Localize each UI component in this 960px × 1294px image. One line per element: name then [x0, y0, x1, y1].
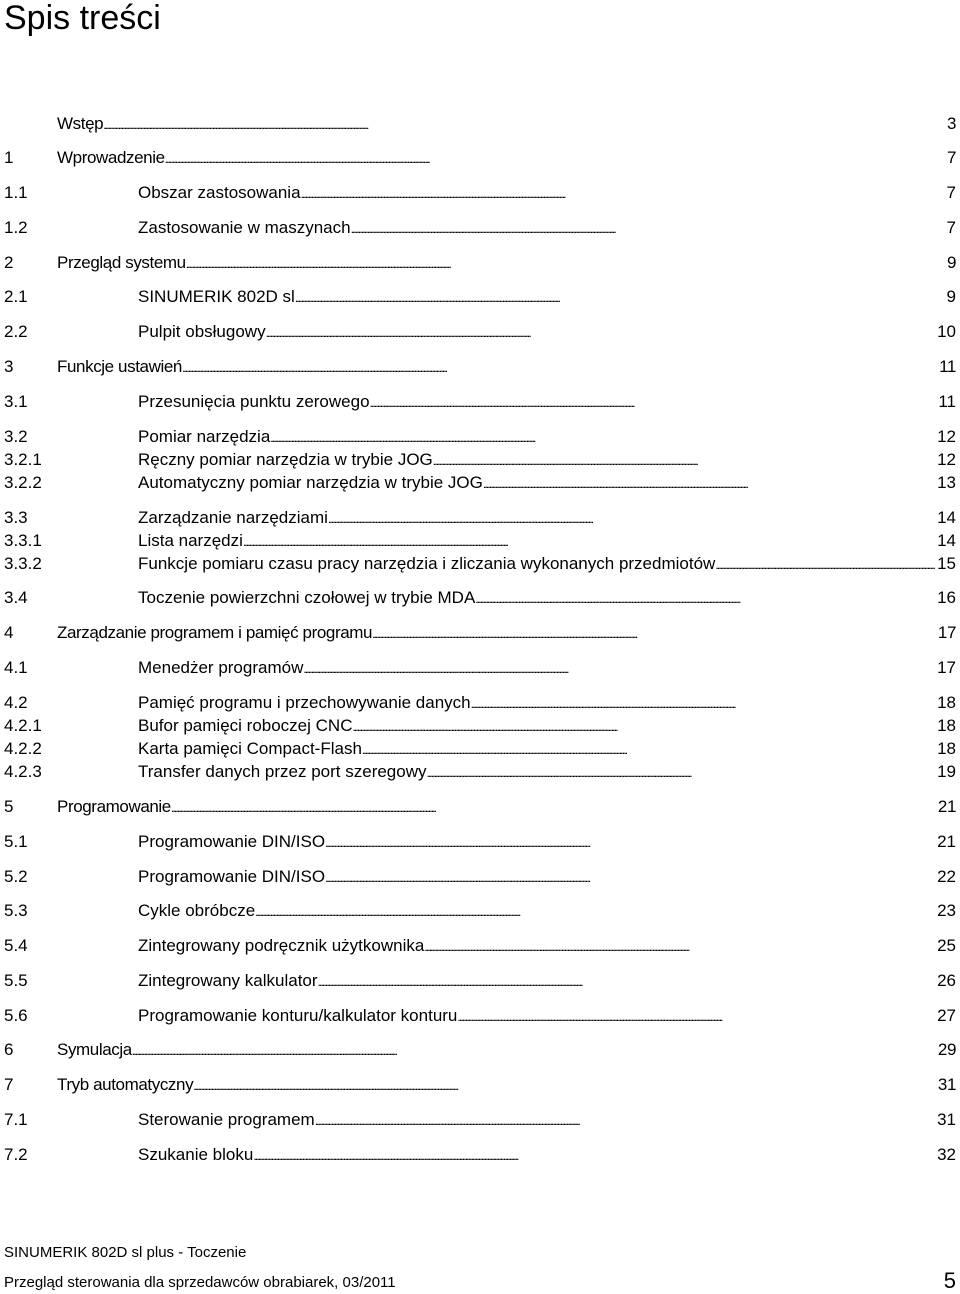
- footer-subtitle: Przegląd sterowania dla sprzedawców obrabiarek, 03/2011: [4, 1274, 396, 1291]
- toc-entry-title: Wstęp: [57, 114, 104, 133]
- toc-entry-leader: [138, 284, 956, 311]
- toc-entry-page: 18: [937, 693, 956, 712]
- toc-entry[interactable]: [0, 145, 960, 171]
- toc-entry-page: 26: [937, 971, 956, 990]
- toc-entry-title: Transfer danych przez port szeregowy: [138, 762, 427, 781]
- toc-entry-title: Sterowanie programem: [138, 1110, 315, 1129]
- toc-entry[interactable]: [0, 551, 960, 577]
- dot-leader: [301, 180, 945, 207]
- toc-entry-leader: [57, 354, 956, 381]
- toc-entry[interactable]: [0, 1142, 960, 1168]
- toc-entry-leader: [138, 389, 956, 416]
- dot-leader: [483, 470, 935, 497]
- toc-entry-title: Menedżer programów: [138, 658, 304, 677]
- toc-entry[interactable]: [0, 250, 960, 276]
- toc-entry-title: Pomiar narzędzia: [138, 427, 271, 446]
- toc-entry-number: 4.2.1: [4, 716, 42, 735]
- toc-entry-number: 3.4: [4, 588, 28, 607]
- toc-entry-number: 4.1: [4, 658, 28, 677]
- toc-entry-title: Programowanie DIN/ISO: [138, 867, 326, 886]
- toc-entry[interactable]: [0, 829, 960, 855]
- toc-entry-leader: [138, 898, 956, 925]
- dot-leader: [266, 319, 936, 346]
- toc-entry[interactable]: [0, 1003, 960, 1029]
- toc-entry-leader: [57, 620, 956, 647]
- toc-entry-page: 31: [937, 1110, 956, 1129]
- toc-entry-number: 3.3.2: [4, 554, 42, 573]
- toc-entry-page: 19: [937, 762, 956, 781]
- dot-leader: [372, 620, 936, 647]
- toc-entry-page: 32: [937, 1145, 956, 1164]
- dot-leader: [318, 968, 936, 995]
- toc-entry-title: Zarządzanie narzędziami: [138, 508, 328, 527]
- footer-product: SINUMERIK 802D sl plus - Toczenie: [4, 1244, 247, 1261]
- toc-entry-leader: [138, 585, 956, 612]
- dot-leader: [715, 551, 935, 578]
- toc-entry-page: 21: [937, 832, 956, 851]
- toc-entry-leader: [138, 968, 956, 995]
- toc-entry-number: 2: [4, 253, 14, 272]
- toc-entry-title: Cykle obróbcze: [138, 901, 256, 920]
- toc-entry-page: 29: [937, 1040, 956, 1059]
- toc-entry-title: Wprowadzenie: [57, 148, 165, 167]
- toc-entry-page: 12: [937, 427, 956, 446]
- toc-entry-title: Zarządzanie programem i pamięć programu: [57, 623, 373, 642]
- toc-entry-title: Ręczny pomiar narzędzia w trybie JOG: [138, 450, 433, 469]
- toc-entry-title: Funkcje ustawień: [57, 357, 182, 376]
- toc-entry-page: 7: [946, 148, 956, 167]
- toc-entry-leader: [138, 655, 956, 682]
- toc-entry-page: 14: [937, 531, 956, 550]
- toc-entry-page: 13: [937, 473, 956, 492]
- dot-leader: [424, 933, 935, 960]
- toc-entry[interactable]: [0, 470, 960, 496]
- toc-entry-leader: [138, 759, 956, 786]
- toc-entry[interactable]: [0, 655, 960, 681]
- toc-entry[interactable]: [0, 759, 960, 785]
- toc-entry-title: Zintegrowany kalkulator: [138, 971, 318, 990]
- toc-entry-number: 7: [4, 1075, 14, 1094]
- toc-entry-leader: [57, 1037, 956, 1064]
- dot-leader: [325, 864, 935, 891]
- toc-entry-leader: [138, 864, 956, 891]
- toc-entry-leader: [57, 1072, 956, 1099]
- dot-leader: [193, 1072, 936, 1099]
- toc-entry-title: Toczenie powierzchni czołowej w trybie MDA: [138, 588, 476, 607]
- toc-entry-page: 25: [937, 936, 956, 955]
- toc-entry-page: 17: [937, 658, 956, 677]
- toc-entry-page: 3: [946, 114, 956, 133]
- toc-entry-number: 2.2: [4, 322, 28, 341]
- toc-entry-number: 4.2.3: [4, 762, 42, 781]
- toc-entry-page: 17: [937, 623, 956, 642]
- toc-entry-number: 5.3: [4, 901, 28, 920]
- toc-entry-page: 14: [937, 508, 956, 527]
- toc-entry-number: 4: [4, 623, 14, 642]
- toc-entry-leader: [138, 1003, 956, 1030]
- dot-leader: [427, 759, 936, 786]
- toc-entry-title: Programowanie DIN/ISO: [138, 832, 326, 851]
- dot-leader: [255, 898, 935, 925]
- toc-entry-page: 7: [946, 183, 956, 202]
- toc-entry-title: Zastosowanie w maszynach: [138, 218, 351, 237]
- toc-entry[interactable]: [0, 1107, 960, 1133]
- toc-entry-number: 2.1: [4, 287, 28, 306]
- toc-entry-leader: [138, 319, 956, 346]
- toc-entry-leader: [57, 111, 956, 138]
- toc-entry[interactable]: [0, 389, 960, 415]
- toc-entry[interactable]: [0, 1072, 960, 1098]
- toc-entry-leader: [138, 215, 956, 242]
- toc-entry-title: Zintegrowany podręcznik użytkownika: [138, 936, 425, 955]
- footer-page-number: 5: [943, 1268, 956, 1293]
- toc-entry-page: 18: [937, 739, 956, 758]
- toc-entry-number: 1: [4, 148, 14, 167]
- toc-entry-number: 3.2: [4, 427, 28, 446]
- toc-entry-number: 3: [4, 357, 14, 376]
- toc-entry-page: 12: [937, 450, 956, 469]
- toc-entry-number: 3.1: [4, 392, 28, 411]
- toc-entry-page: 23: [937, 901, 956, 920]
- toc-entry-page: 27: [937, 1006, 956, 1025]
- toc-entry[interactable]: [0, 933, 960, 959]
- dot-leader: [325, 829, 935, 856]
- toc-entry-title: Automatyczny pomiar narzędzia w trybie JOG: [138, 473, 483, 492]
- toc-entry[interactable]: [0, 215, 960, 241]
- dot-leader: [295, 284, 945, 311]
- toc-entry-page: 9: [946, 287, 956, 306]
- toc-entry-page: 10: [937, 322, 956, 341]
- toc-entry-number: 4.2.2: [4, 739, 42, 758]
- toc-entry-title: Lista narzędzi: [138, 531, 243, 550]
- toc-entry-leader: [138, 180, 956, 207]
- toc-entry-number: 4.2: [4, 693, 28, 712]
- toc-entry-leader: [57, 794, 956, 821]
- toc-entry-leader: [138, 1142, 956, 1169]
- toc-entry[interactable]: [0, 898, 960, 924]
- toc-entry-number: 6: [4, 1040, 14, 1059]
- toc-entry-number: 1.2: [4, 218, 28, 237]
- toc-entry-number: 3.2.1: [4, 450, 42, 469]
- toc-entry-title: Funkcje pomiaru czasu pracy narzędzia i zliczania wykonanych przedmiotów: [138, 554, 716, 573]
- toc-entry[interactable]: [0, 1037, 960, 1063]
- toc-entry-number: 7.1: [4, 1110, 28, 1129]
- toc-entry-page: 22: [937, 867, 956, 886]
- toc-entry-page: 11: [939, 357, 956, 376]
- dot-leader: [351, 215, 945, 242]
- toc-entry-leader: [138, 829, 956, 856]
- page-title: Spis treści: [4, 0, 161, 37]
- dot-leader: [186, 250, 945, 277]
- toc-entry[interactable]: [0, 968, 960, 994]
- dot-leader: [475, 585, 935, 612]
- toc-entry-number: 5.2: [4, 867, 28, 886]
- toc-entry-title: Symulacja: [57, 1040, 132, 1059]
- toc-entry-page: 21: [937, 797, 956, 816]
- dot-leader: [457, 1003, 935, 1030]
- toc-entry-title: Pamięć programu i przechowywanie danych: [138, 693, 471, 712]
- toc-entry-leader: [57, 145, 956, 172]
- toc-entry[interactable]: [0, 111, 960, 137]
- dot-leader: [370, 389, 937, 416]
- dot-leader: [103, 111, 945, 138]
- toc-entry[interactable]: [0, 284, 960, 310]
- toc-entry-page: 11: [938, 392, 956, 411]
- toc-entry-title: Programowanie konturu/kalkulator konturu: [138, 1006, 458, 1025]
- toc-entry-page: 7: [946, 218, 956, 237]
- toc-entry[interactable]: [0, 620, 960, 646]
- toc-entry-number: 5.1: [4, 832, 28, 851]
- toc-entry-number: 3.2.2: [4, 473, 42, 492]
- toc-entry-leader: [138, 933, 956, 960]
- toc-entry-title: Pulpit obsługowy: [138, 322, 266, 341]
- toc-entry-leader: [138, 1107, 956, 1134]
- toc-entry-page: 15: [937, 554, 956, 573]
- toc-entry[interactable]: [0, 585, 960, 611]
- toc-entry-number: 5: [4, 797, 14, 816]
- toc-entry-leader: [57, 250, 956, 277]
- toc-entry-page: 31: [937, 1075, 956, 1094]
- toc-entry-page: 16: [937, 588, 956, 607]
- toc-entry-number: 3.3: [4, 508, 28, 527]
- toc-entry[interactable]: [0, 319, 960, 345]
- toc-entry-title: Obszar zastosowania: [138, 183, 301, 202]
- toc-entry[interactable]: [0, 180, 960, 206]
- toc-entry-title: Szukanie bloku: [138, 1145, 254, 1164]
- toc-entry-number: 1.1: [4, 183, 28, 202]
- toc-entry-title: Przegląd systemu: [57, 253, 186, 272]
- dot-leader: [171, 794, 936, 821]
- dot-leader: [182, 354, 937, 381]
- dot-leader: [132, 1037, 936, 1064]
- toc-entry-title: Przesunięcia punktu zerowego: [138, 392, 370, 411]
- toc-entry-page: 18: [937, 716, 956, 735]
- toc-entry-title: Tryb automatyczny: [57, 1075, 194, 1094]
- toc-entry-leader: [138, 470, 956, 497]
- toc-entry-number: 3.3.1: [4, 531, 42, 550]
- dot-leader: [165, 145, 945, 172]
- toc-entry-number: 5.5: [4, 971, 28, 990]
- toc-entry-number: 5.4: [4, 936, 28, 955]
- dot-leader: [303, 655, 935, 682]
- dot-leader: [253, 1142, 935, 1169]
- toc-entry-page: 9: [946, 253, 956, 272]
- toc-entry-title: Programowanie: [57, 797, 171, 816]
- toc-entry[interactable]: [0, 864, 960, 890]
- toc-entry-number: 7.2: [4, 1145, 28, 1164]
- toc-entry-title: SINUMERIK 802D sl: [138, 287, 295, 306]
- toc-entry[interactable]: [0, 354, 960, 380]
- dot-leader: [315, 1107, 935, 1134]
- toc-entry-leader: [138, 551, 956, 578]
- toc-entry-title: Bufor pamięci roboczej CNC: [138, 716, 353, 735]
- toc-entry-number: 5.6: [4, 1006, 28, 1025]
- toc-entry[interactable]: [0, 794, 960, 820]
- toc-entry-title: Karta pamięci Compact-Flash: [138, 739, 362, 758]
